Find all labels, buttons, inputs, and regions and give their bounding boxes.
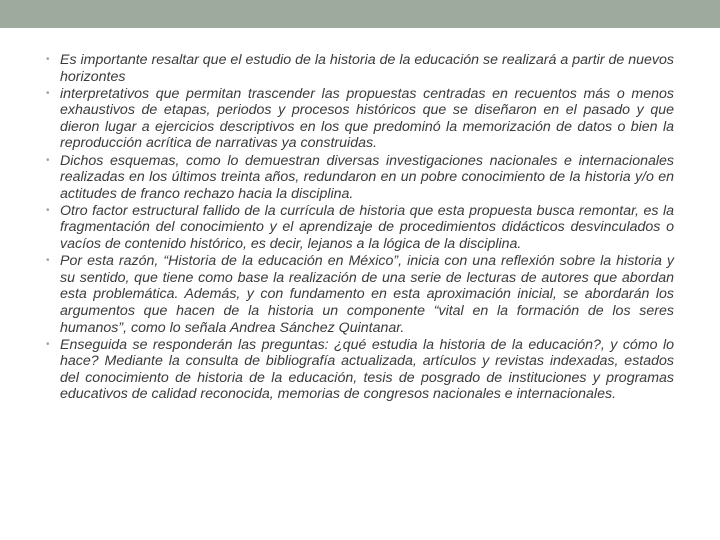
bullet-item (46, 202, 674, 253)
title-bar (0, 0, 720, 28)
bullet-item (46, 336, 674, 403)
bullet-dot-icon: • (46, 154, 50, 166)
bullet-item (46, 253, 674, 336)
bullet-dot-icon: • (46, 338, 50, 350)
bullet-dot-icon: • (46, 54, 50, 65)
bullet-text: Dichos esquemas, como lo demuestran diversas investigaciones nacionales e internacionales realizadas en los últimos treinta años, redundaron en un pobre conocimiento de la historia y/o en actitudes de franco rechazo hacia la disciplina. (60, 152, 674, 202)
slide-content (46, 52, 674, 403)
bullet-item (46, 52, 674, 85)
bullet-text: interpretativos que permitan trascender las propuestas centradas en recuentos más o menos exhaustivos de etapas, periodos y procesos históricos que se diseñaron en el pasado y que dieron lugar a ejercicios descriptivos en los que predominó la memorización de datos o bien la reproducción acrítica de narrativas ya construidas. (60, 85, 674, 152)
bullet-text: Es importante resaltar que el estudio de la historia de la educación se realizará a partir de nuevos horizontes (60, 52, 674, 85)
bullet-text: Enseguida se responderán las preguntas: ¿qué estudia la historia de la educación?, y cómo lo hace? Mediante la consulta de bibliografía actualizada, artículos y revistas indexadas, estados del conocimiento de historia de la educación, tesis de posgrado de instituciones y programas educativos de calidad reconocida, memorias de congresos nacionales e internacionales. (60, 336, 674, 403)
bullet-item (46, 85, 674, 152)
bullet-dot-icon: • (46, 255, 50, 267)
bullet-list (46, 52, 674, 403)
bullet-dot-icon: • (46, 204, 50, 216)
bullet-item (46, 152, 674, 203)
bullet-dot-icon: • (46, 87, 50, 99)
bullet-text: Por esta razón, “Historia de la educación en México”, inicia con una reflexión sobre la historia y su sentido, que tiene como base la realización de una serie de lecturas de autores que abordan esta problemática. Además, y con fundamento en esta aproximación inicial, se abordarán los argumentos que hacen de la historia un componente “vital en la formación de los seres humanos”, como lo señala Andrea Sánchez Quintanar. (60, 253, 674, 336)
bullet-text: Otro factor estructural fallido de la currícula de historia que esta propuesta busca remontar, es la fragmentación del conocimiento y el aprendizaje de procedimientos didácticos desvinculados o vacíos de contenido histórico, es decir, lejanos a la lógica de la disciplina. (60, 202, 674, 253)
